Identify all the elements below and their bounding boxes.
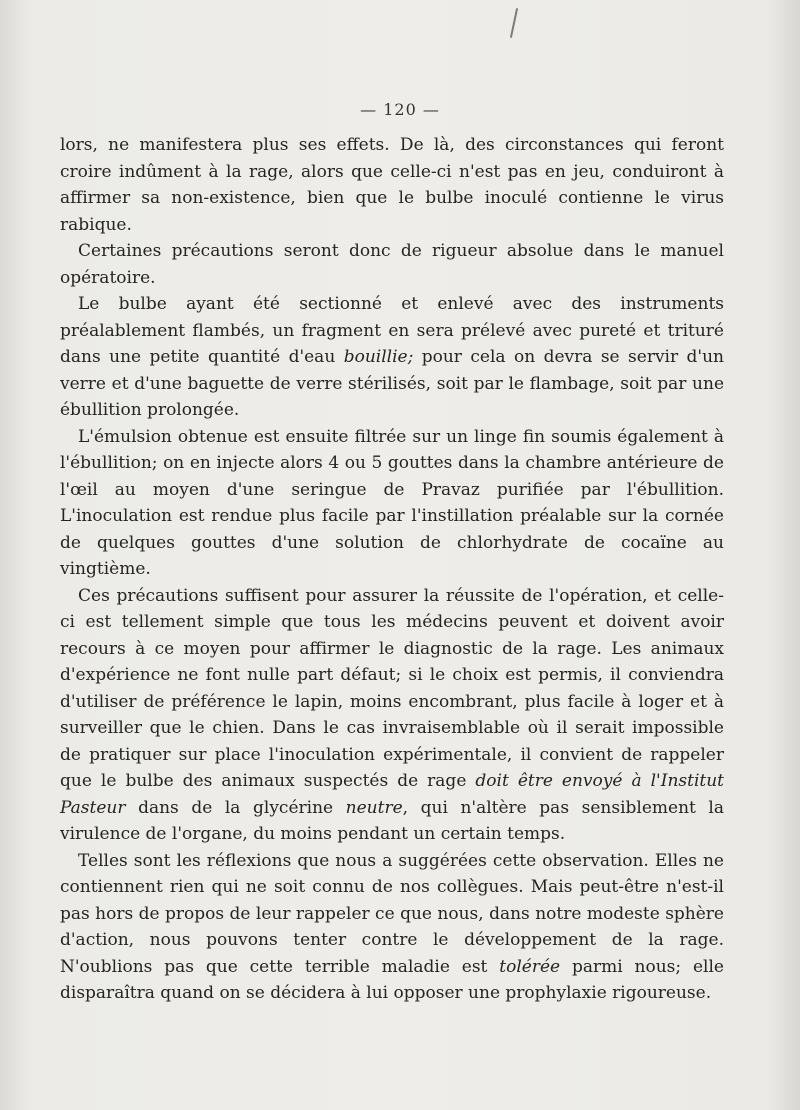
- text-segment: pour cela on devra se servir d'un verre et d'une baguette de verre stérilisés, soit par le flambage, soit par une ébullition prolongée.: [60, 347, 725, 420]
- paragraph: [60, 238, 724, 291]
- text-segment: , qui n'altère pas sensiblement la virulence de l'organe, du moins pendant un certain temps.: [60, 797, 724, 844]
- text-segment: lors, ne manifestera plus ses effets. De là, des circonstances qui feront croire indûment à la rage, alors que celle-ci n'est pas en jeu, conduiront à affirmer sa non-existence, bien que le bulbe inoculé contienne le virus rabique.: [60, 135, 724, 235]
- italic-text: bouillie;: [343, 347, 414, 367]
- pencil-mark: [510, 8, 518, 38]
- paragraph: [60, 132, 724, 238]
- text-segment: parmi nous; elle disparaîtra quand on se décidera à lui opposer une prophylaxie rigoureuse.: [60, 956, 724, 1003]
- italic-text: tolérée: [499, 956, 561, 977]
- page-number: — 120 —: [360, 100, 440, 119]
- text-segment: Ces précautions suffisent pour assurer la réussite de l'opération, et celle-ci est tellement simple que tous les médecins peuvent et doivent avoir recours à ce moyen pour affirmer le diagnostic de la rage. Les animaux d'expérience ne font nulle part défaut; si le choix est permis, il conviendra d'utiliser de préférence le lapin, moins encombrant, plus facile à loger et à surveiller que le chien. Dans le cas invraisemblable où il serait impossible de pratiquer sur place l'inoculation expérimentale, il convient de rappeler que le bulbe des animaux suspectés de rage: [60, 585, 724, 791]
- text-segment: Certaines précautions seront donc de rigueur absolue dans le manuel opératoire.: [60, 241, 724, 288]
- italic-text: doit être envoyé à l'Institut Pasteur: [60, 771, 724, 818]
- text-segment: L'émulsion obtenue est ensuite filtrée sur un linge fin soumis également à l'ébullition; on en injecte alors 4 ou 5 gouttes dans la chambre antérieure de l'œil au moyen d'une seringue de Pravaz purifiée par l'ébullition. L'inoculation est rendue plus facile par l'instillation préalable sur la cornée de quelques gouttes d'une solution de chlorhydrate de cocaïne au vingtième.: [60, 426, 724, 579]
- text-segment: dans de la glycérine: [125, 797, 346, 818]
- paragraph: [60, 424, 724, 583]
- paragraph: [60, 291, 724, 424]
- paragraph: [60, 848, 724, 1007]
- italic-text: neutre: [345, 797, 403, 818]
- text-segment: Telles sont les réflexions que nous a suggérées cette observation. Elles ne contiennent rien qui ne soit connu de nos collègues. Mais peut-être n'est-il pas hors de propos de leur rappeler ce que nous, dans notre modeste sphère d'action, nous pouvons tenter contre le développement de la rage. N'oublions pas que cette terrible maladie est: [60, 850, 724, 977]
- body-text: [60, 132, 724, 1007]
- text-segment: Le bulbe ayant été sectionné et enlevé avec des instruments préalablement flambés, un fragment en sera prélevé avec pureté et trituré dans une petite quantité d'eau: [60, 294, 724, 367]
- paragraph: [60, 583, 724, 848]
